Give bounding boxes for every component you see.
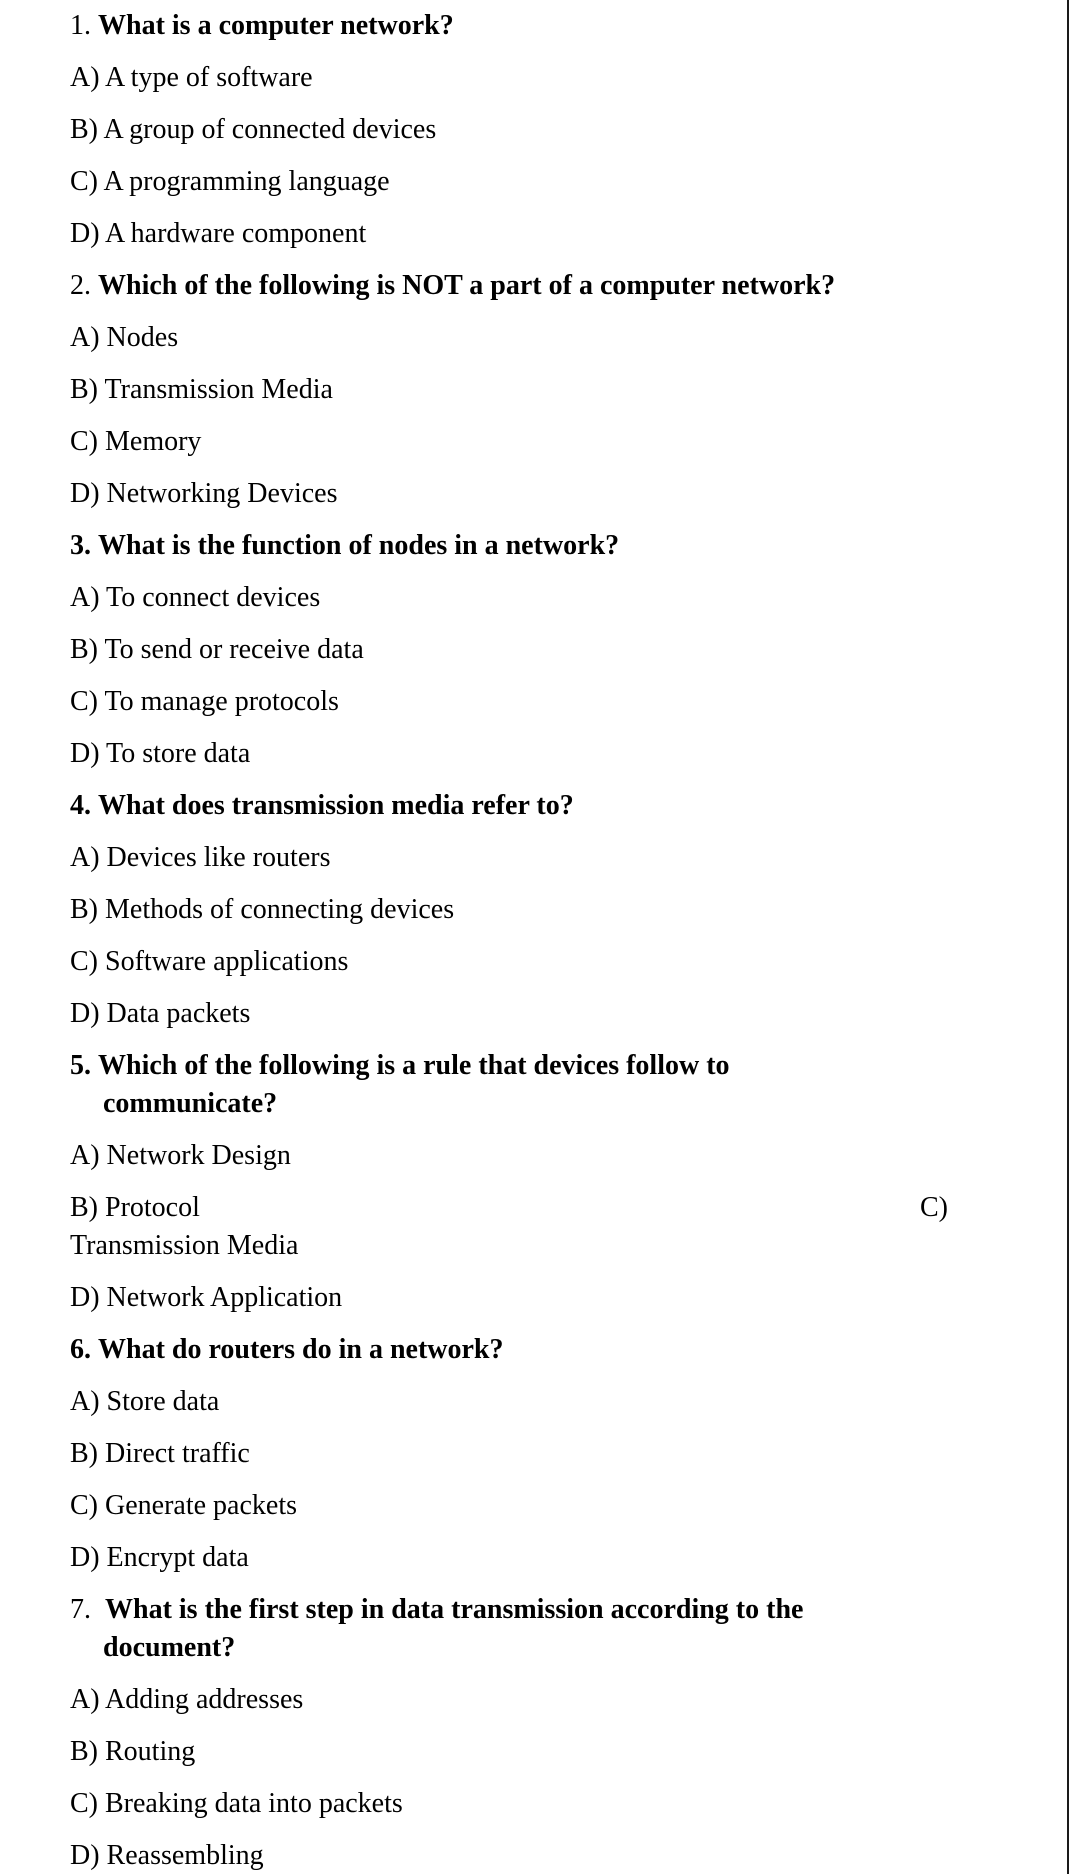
question-7 (70, 1591, 803, 1629)
option-c[interactable]: C) Generate packets (70, 1490, 297, 1521)
question-6 (70, 1331, 504, 1369)
question-text-line1: What is the first step in data transmission according to the (105, 1594, 804, 1625)
question-7-continuation (103, 1629, 235, 1667)
option-d[interactable]: D) Data packets (70, 998, 251, 1029)
option-a[interactable]: A) To connect devices (70, 582, 321, 613)
option-a[interactable]: A) Nodes (70, 322, 179, 353)
option-d[interactable]: D) Encrypt data (70, 1542, 249, 1573)
option-b[interactable]: B) Methods of connecting devices (70, 894, 455, 925)
question-text: What is a computer network? (98, 10, 454, 41)
question-number: 1. (70, 10, 91, 41)
question-number: 3. (70, 530, 91, 561)
option-c[interactable]: C) Breaking data into packets (70, 1788, 403, 1819)
option-d[interactable]: D) A hardware component (70, 218, 367, 249)
question-text-line2: document? (103, 1632, 236, 1663)
question-number: 6. (70, 1334, 91, 1365)
option-b[interactable]: B) A group of connected devices (70, 114, 437, 145)
option-b[interactable]: B) Direct traffic (70, 1438, 250, 1469)
option-a[interactable]: A) Store data (70, 1386, 220, 1417)
question-number: 7. (70, 1594, 91, 1625)
question-5 (70, 1047, 730, 1085)
option-b[interactable]: B) To send or receive data (70, 634, 364, 665)
question-text: What is the function of nodes in a network? (98, 530, 620, 561)
option-a[interactable]: A) Devices like routers (70, 842, 331, 873)
option-c[interactable]: C) To manage protocols (70, 686, 339, 717)
option-b[interactable]: B) Routing (70, 1736, 196, 1767)
option-c[interactable]: C) (920, 1192, 948, 1223)
question-text-line2: communicate? (103, 1088, 278, 1119)
option-c[interactable]: C) Software applications (70, 946, 349, 977)
option-d[interactable]: D) Network Application (70, 1282, 343, 1313)
option-a[interactable]: A) Adding addresses (70, 1684, 304, 1715)
option-b[interactable]: B) Transmission Media (70, 374, 333, 405)
page-right-border (1067, 0, 1069, 1874)
option-a[interactable]: A) Network Design (70, 1140, 291, 1171)
option-a[interactable]: A) A type of software (70, 62, 313, 93)
option-c-continuation[interactable]: Transmission Media (70, 1230, 299, 1261)
question-1 (70, 7, 454, 45)
question-text-line1: Which of the following is a rule that devices follow to (98, 1050, 730, 1081)
question-text: Which of the following is NOT a part of a computer network? (98, 270, 836, 301)
question-3 (70, 527, 619, 565)
option-d[interactable]: D) To store data (70, 738, 251, 769)
question-5-continuation (103, 1085, 277, 1123)
question-2 (70, 267, 835, 305)
option-b[interactable]: B) Protocol (70, 1192, 200, 1223)
option-c[interactable]: C) A programming language (70, 166, 390, 197)
option-d[interactable]: D) Networking Devices (70, 478, 338, 509)
question-number: 2. (70, 270, 91, 301)
option-c[interactable]: C) Memory (70, 426, 202, 457)
question-text: What does transmission media refer to? (98, 790, 574, 821)
question-number: 5. (70, 1050, 91, 1081)
option-d[interactable]: D) Reassembling (70, 1840, 264, 1871)
question-number: 4. (70, 790, 91, 821)
question-4 (70, 787, 574, 825)
question-text: What do routers do in a network? (98, 1334, 504, 1365)
